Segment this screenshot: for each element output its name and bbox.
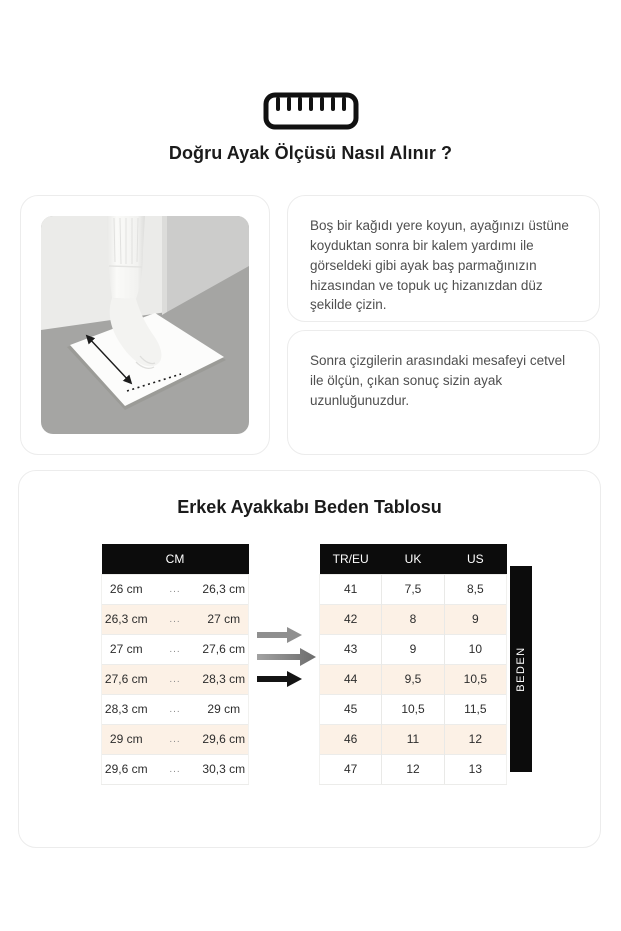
treu-cell: 45 [320,694,382,724]
cm-table-row [102,604,249,634]
uk-cell: 9,5 [382,664,444,694]
uk-cell: 8 [382,604,444,634]
eu-table-row [320,694,507,724]
treu-cell: 44 [320,664,382,694]
uk-cell: 10,5 [382,694,444,724]
us-cell: 11,5 [444,694,506,724]
conversion-arrows-icon [255,624,317,690]
cm-table-row [102,724,249,754]
instruction-step-2: Sonra çizgilerin arasındaki mesafeyi cetvel ile ölçün, çıkan sonuç sizin ayak uzunluğunuzdur. [310,353,566,408]
us-cell: 9 [444,604,506,634]
beden-side-bar [510,566,532,772]
cm-to-cell: 28,3 cm [200,664,249,694]
cm-from-cell: 29,6 cm [102,754,151,784]
page-title: Doğru Ayak Ölçüsü Nasıl Alınır ? [168,143,453,163]
eu-table-row [320,634,507,664]
cm-table-row [102,574,249,604]
us-cell: 8,5 [444,574,506,604]
eu-header-us: US [444,544,506,574]
range-separator: ... [151,754,200,784]
instruction-step-1: Boş bir kağıdı yere koyun, ayağınızı üstüne koyduktan sonra bir kalem yardımı ile görseldeki gibi ayak baş parmağınızın hizasından ve topuk uç hizanızdan düz şekilde çizin. [310,218,569,313]
beden-side-label: BEDEN [515,646,527,692]
size-chart-card [18,470,601,848]
measurement-photo-card [20,195,270,455]
eu-size-table [319,544,507,785]
range-separator: ... [151,724,200,754]
us-cell: 10 [444,634,506,664]
cm-from-cell: 27 cm [102,634,151,664]
us-cell: 12 [444,724,506,754]
range-separator: ... [151,664,200,694]
eu-table-row [320,724,507,754]
range-separator: ... [151,634,200,664]
photo-left-wall [41,216,167,330]
cm-to-cell: 26,3 cm [200,574,249,604]
cm-to-cell: 27,6 cm [200,634,249,664]
eu-header-uk: UK [382,544,444,574]
cm-to-cell: 27 cm [200,604,249,634]
cm-table-row [102,754,249,784]
eu-table-header-row [320,544,507,574]
cm-from-cell: 26 cm [102,574,151,604]
range-separator: ... [151,604,200,634]
cm-from-cell: 26,3 cm [102,604,151,634]
foot-measurement-photo [41,216,249,434]
uk-cell: 7,5 [382,574,444,604]
ruler-icon [0,90,621,132]
cm-from-cell: 28,3 cm [102,694,151,724]
cm-to-cell: 30,3 cm [200,754,249,784]
eu-table-body [320,574,507,784]
range-separator: ... [151,694,200,724]
uk-cell: 9 [382,634,444,664]
cm-size-table [101,544,249,785]
treu-cell: 41 [320,574,382,604]
eu-table-row [320,664,507,694]
cm-from-cell: 27,6 cm [102,664,151,694]
cm-table-body [102,574,249,784]
cm-table-row [102,694,249,724]
treu-cell: 47 [320,754,382,784]
cm-to-cell: 29 cm [200,694,249,724]
eu-table-row [320,604,507,634]
eu-table-row [320,574,507,604]
eu-header-treu: TR/EU [320,544,382,574]
cm-table-header: CM [102,544,249,574]
us-cell: 13 [444,754,506,784]
treu-cell: 43 [320,634,382,664]
treu-cell: 46 [320,724,382,754]
us-cell: 10,5 [444,664,506,694]
instruction-card-1 [287,195,600,322]
cm-table-row [102,634,249,664]
eu-table-row [320,754,507,784]
cm-from-cell: 29 cm [102,724,151,754]
uk-cell: 12 [382,754,444,784]
range-separator: ... [151,574,200,604]
uk-cell: 11 [382,724,444,754]
treu-cell: 42 [320,604,382,634]
instruction-card-2 [287,330,600,455]
cm-table-row [102,664,249,694]
size-chart-title: Erkek Ayakkabı Beden Tablosu [177,497,442,517]
cm-to-cell: 29,6 cm [200,724,249,754]
